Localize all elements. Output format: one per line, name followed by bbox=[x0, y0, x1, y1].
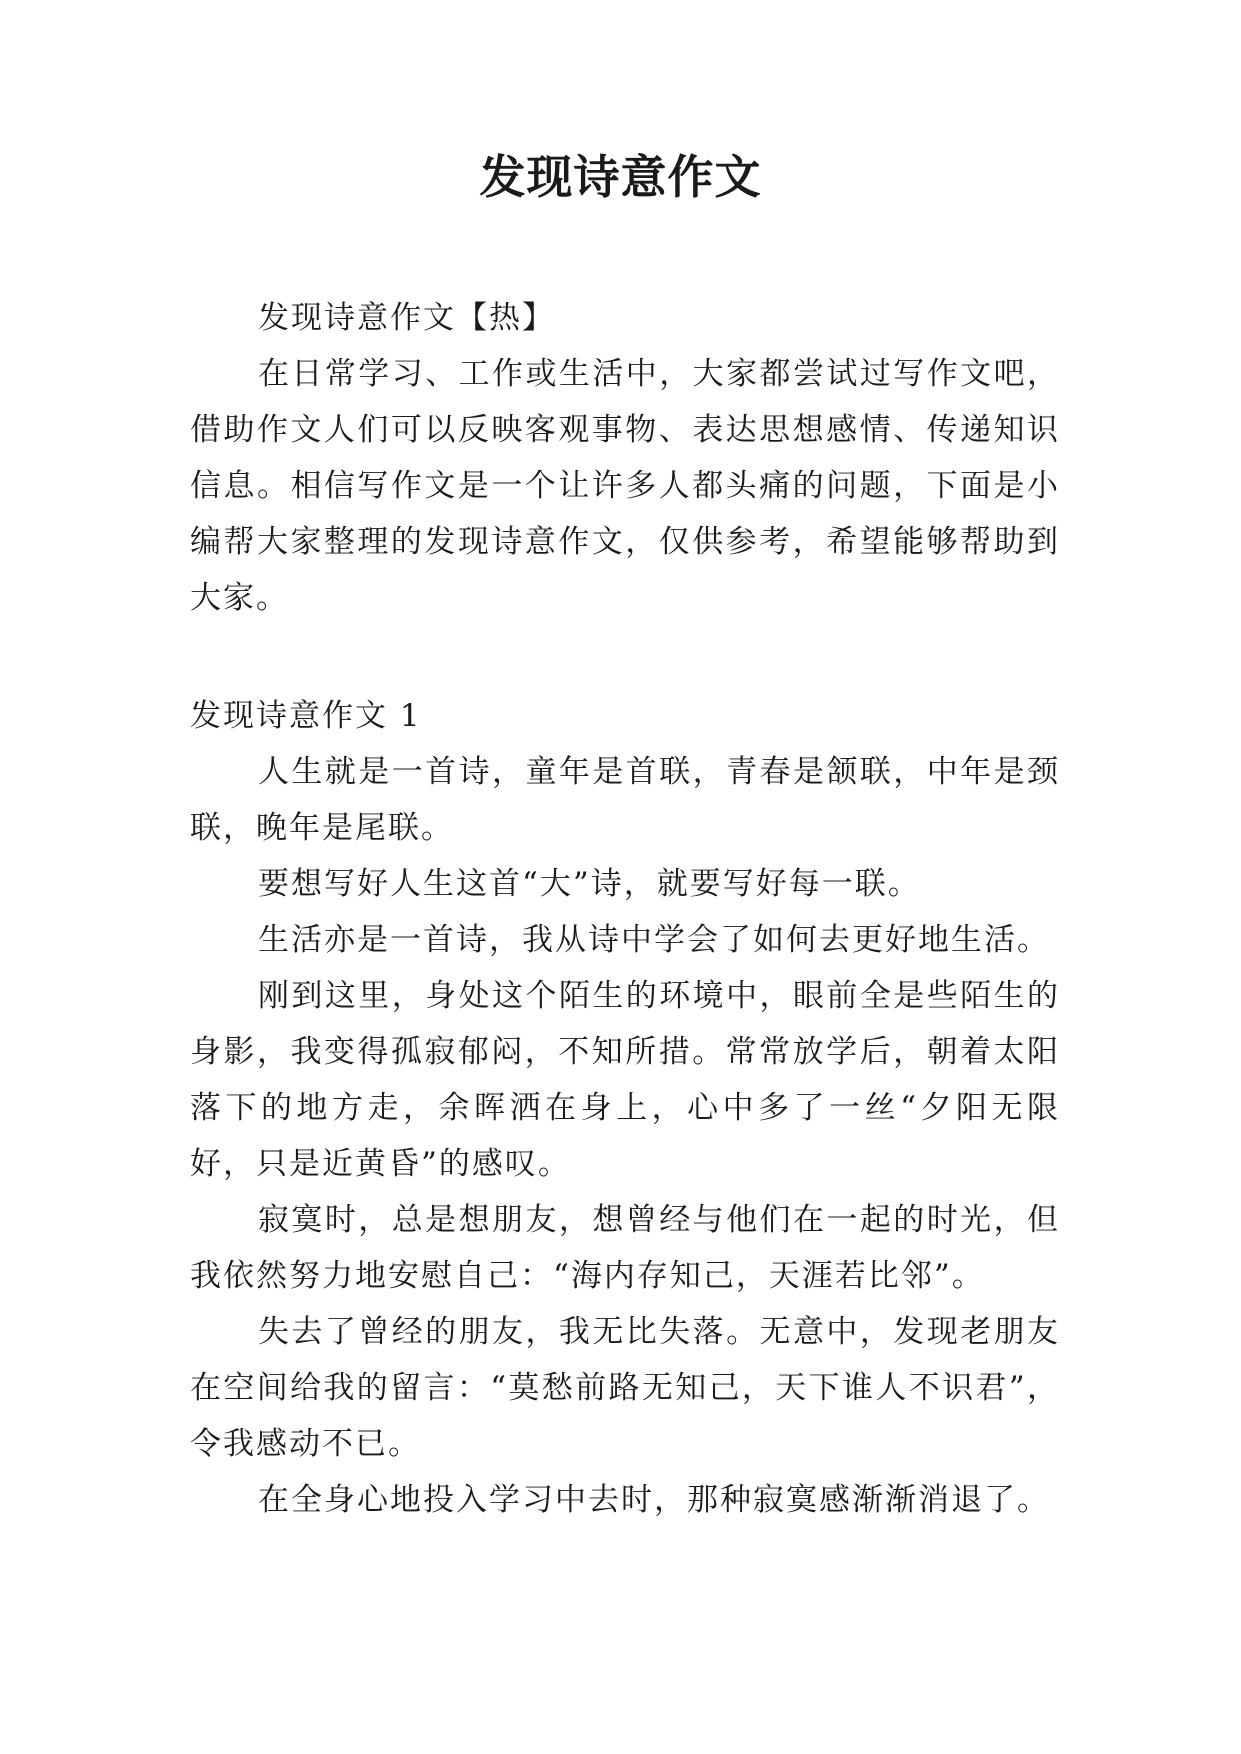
section-heading: 发现诗意作文 1 bbox=[190, 698, 422, 734]
intro-paragraph: 在日常学习、工作或生活中，大家都尝试过写作文吧，借助作文人们可以反映客观事物、表达思想感情、传递知识信息。相信写作文是一个让许多人都头痛的问题，下面是小编帮大家整理的发现诗意作文，仅供参考，希望能够帮助到大家。 bbox=[190, 356, 1060, 616]
body-paragraph: 人生就是一首诗，童年是首联，青春是颔联，中年是颈联，晚年是尾联。 bbox=[190, 754, 1060, 846]
body-paragraph: 刚到这里，身处这个陌生的环境中，眼前全是些陌生的身影，我变得孤寂郁闷，不知所措。常常放学后，朝着太阳落下的地方走，余晖洒在身上，心中多了一丝“夕阳无限好，只是近黄昏”的感叹。 bbox=[190, 978, 1060, 1182]
body-paragraph: 失去了曾经的朋友，我无比失落。无意中，发现老朋友在空间给我的留言：“莫愁前路无知己，天下谁人不识君”，令我感动不已。 bbox=[190, 1314, 1060, 1462]
body-paragraph: 要想写好人生这首“大”诗，就要写好每一联。 bbox=[258, 866, 921, 902]
intro-heading: 发现诗意作文【热】 bbox=[258, 300, 555, 336]
body-paragraph: 生活亦是一首诗，我从诗中学会了如何去更好地生活。 bbox=[258, 922, 1050, 958]
body-paragraph: 寂寞时，总是想朋友，想曾经与他们在一起的时光，但我依然努力地安慰自己：“海内存知己，天涯若比邻”。 bbox=[190, 1202, 1060, 1294]
page-title: 发现诗意作文 bbox=[479, 150, 762, 204]
document-body bbox=[190, 290, 1060, 1528]
body-paragraph: 在全身心地投入学习中去时，那种寂寞感渐渐消退了。 bbox=[258, 1482, 1050, 1518]
